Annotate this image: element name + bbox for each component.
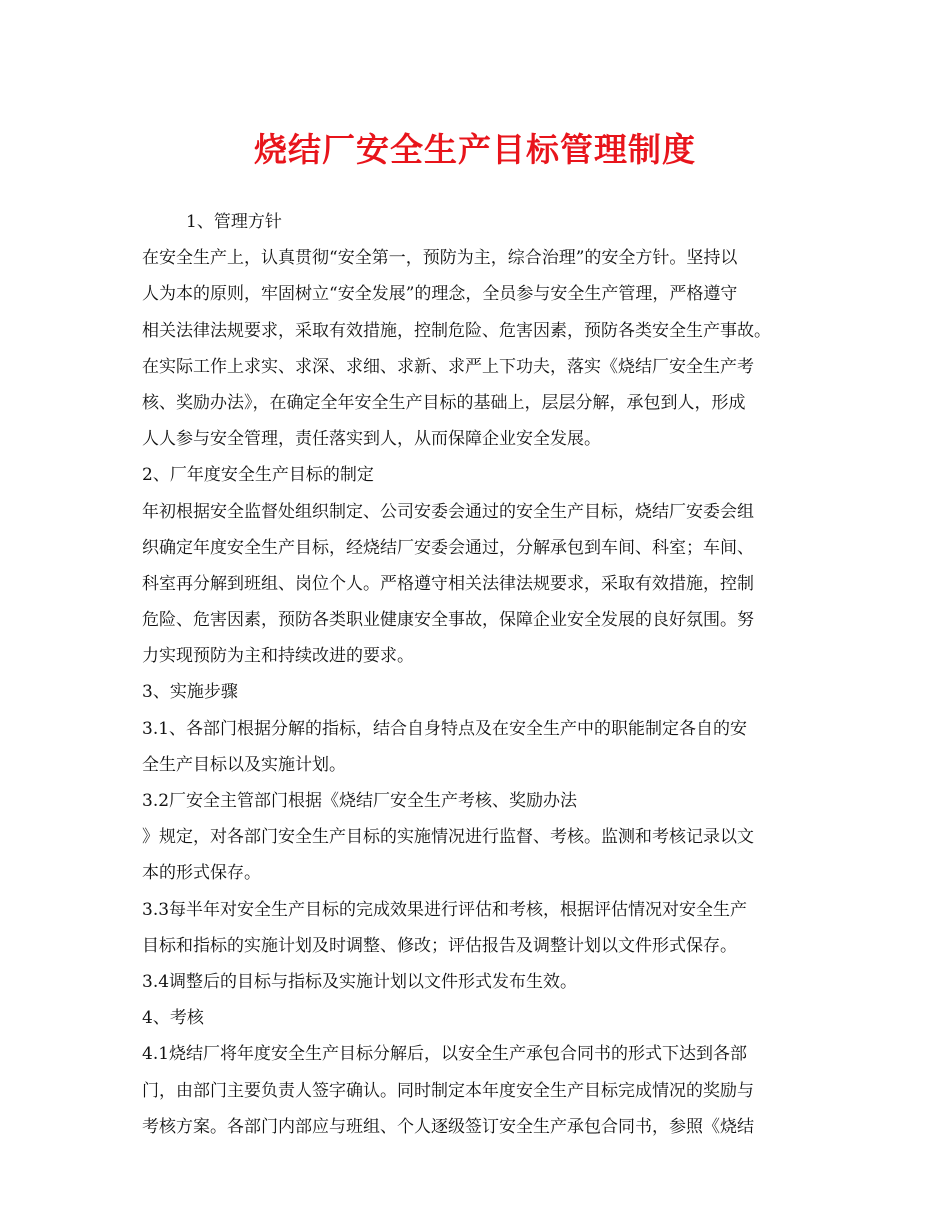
body-line: 全生产目标以及实施计划。: [142, 754, 346, 775]
section-heading-3: 3、实施步骤: [142, 682, 238, 703]
section-heading-2: 2、厂年度安全生产目标的制定: [142, 465, 374, 486]
body-line: 》规定，对各部门安全生产目标的实施情况进行监督、考核。监测和考核记录以文: [142, 827, 754, 848]
body-line: 年初根据安全监督处组织制定、公司安委会通过的安全生产目标，烧结厂安委会组: [142, 501, 754, 522]
section-heading-4: 4、考核: [142, 1008, 204, 1029]
body-line: 科室再分解到班组、岗位个人。严格遵守相关法律法规要求，采取有效措施，控制: [142, 573, 754, 594]
body-line: 力实现预防为主和持续改进的要求。: [142, 646, 414, 667]
body-line: 在安全生产上，认真贯彻“安全第一，预防为主，综合治理”的安全方针。坚持以: [142, 248, 738, 269]
body-line: 人为本的原则，牢固树立“安全发展”的理念，全员参与安全生产管理，严格遵守: [142, 284, 738, 305]
body-line: 在实际工作上求实、求深、求细、求新、求严上下功夫，落实《烧结厂安全生产考: [142, 356, 754, 377]
body-line: 本的形式保存。: [142, 863, 261, 884]
body-line: 门，由部门主要负责人签字确认。同时制定本年度安全生产目标完成情况的奖励与: [142, 1080, 754, 1101]
document-title: 烧结厂安全生产目标管理制度: [254, 130, 696, 169]
section-heading-1: 1、管理方针: [186, 212, 282, 232]
body-line: 3.1、各部门根据分解的指标，结合自身特点及在安全生产中的职能制定各自的安: [142, 718, 748, 739]
body-line: 织确定年度安全生产目标，经烧结厂安委会通过，分解承包到车间、科室；车间、: [142, 537, 754, 558]
body-line: 考核方案。各部门内部应与班组、个人逐级签订安全生产承包合同书，参照《烧结: [142, 1116, 754, 1137]
body-line: 3.2厂安全主管部门根据《烧结厂安全生产考核、奖励办法: [142, 791, 578, 811]
body-line: 人人参与安全管理，责任落实到人，从而保障企业安全发展。: [142, 429, 601, 450]
body-line: 4.1烧结厂将年度安全生产目标分解后，以安全生产承包合同书的形式下达到各部: [142, 1044, 748, 1065]
body-line: 3.3每半年对安全生产目标的完成效果进行评估和考核，根据评估情况对安全生产: [142, 899, 748, 920]
body-line: 目标和指标的实施计划及时调整、修改；评估报告及调整计划以文件形式保存。: [142, 935, 737, 956]
body-line: 3.4调整后的目标与指标及实施计划以文件形式发布生效。: [142, 971, 578, 992]
document-body: [142, 204, 832, 1145]
body-line: 相关法律法规要求，采取有效措施，控制危险、危害因素，预防各类安全生产事故。: [142, 320, 771, 341]
body-line: 核、奖励办法》，在确定全年安全生产目标的基础上，层层分解，承包到人，形成: [142, 392, 746, 413]
body-line: 危险、危害因素，预防各类职业健康安全事故，保障企业安全发展的良好氛围。努: [142, 610, 754, 631]
